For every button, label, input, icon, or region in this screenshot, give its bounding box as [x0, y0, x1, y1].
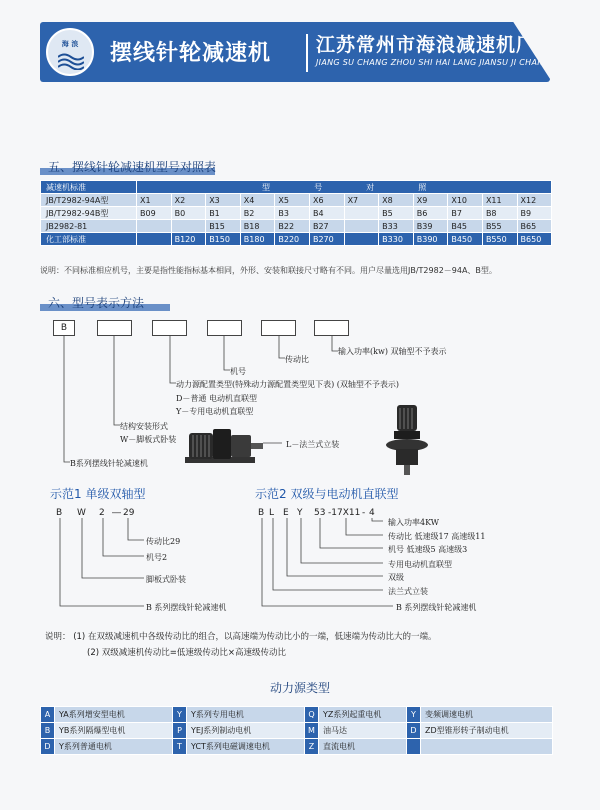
power-name-cell: YZ系列起重电机 [319, 707, 407, 723]
ex2-label-frame: 机号 低速级5 高速级3 [388, 545, 468, 554]
model-cell: B45 [448, 220, 483, 233]
section5-note: 说明：不同标准相应机号，主要是指性能指标基本相同，外形、安装和联接尺寸略有不同。用户尽量选用JB/T2982－94A、B型。 [40, 266, 497, 275]
power-name-cell [421, 739, 553, 755]
table-row [41, 723, 553, 739]
model-cell: X3 [206, 194, 241, 207]
power-code-cell: Q [305, 707, 319, 723]
model-cell: B33 [379, 220, 414, 233]
ex2-code-dash: - [362, 508, 366, 518]
ex2-label-motor: 专用电动机直联型 [388, 560, 452, 569]
model-cell: X8 [379, 194, 414, 207]
label-input-power: 输入功率(kw) 双轴型不予表示 [338, 347, 447, 356]
ex2-code-e: E [283, 508, 289, 518]
model-cell: B39 [413, 220, 448, 233]
model-cell: B5 [379, 207, 414, 220]
note-line-2: (2) 双级减速机传动比=低速级传动比×高速级传动比 [87, 648, 286, 658]
model-cell: B390 [413, 233, 448, 246]
model-cell: B15 [206, 220, 241, 233]
power-name-cell: 变频调速电机 [421, 707, 553, 723]
power-code-cell: P [173, 723, 187, 739]
label-mount-w: W－脚板式卧装 [120, 435, 177, 444]
section5-heading: 五、摆线针轮减速机型号对照表 [40, 158, 216, 175]
model-cell: B27 [309, 220, 344, 233]
model-cell: B120 [171, 233, 206, 246]
model-cell: X10 [448, 194, 483, 207]
model-cell: X12 [517, 194, 552, 207]
label-power-type: 动力源配置类型(特殊动力源配置类型见下表) (双轴型不予表示) [176, 380, 400, 389]
power-name-cell: ZD型锥形转子制动电机 [421, 723, 553, 739]
model-cell: B4 [309, 207, 344, 220]
section6-heading: 六、型号表示方法 [40, 294, 144, 311]
ex2-code-53: 53 [314, 508, 326, 518]
power-code-cell: Y [407, 707, 421, 723]
model-cell: B330 [379, 233, 414, 246]
model-cell: X4 [240, 194, 275, 207]
ex1-code-29: 29 [123, 508, 135, 518]
ex1-label-ratio: 传动比29 [146, 537, 181, 546]
model-cell: B9 [517, 207, 552, 220]
model-cell: X1 [137, 194, 172, 207]
power-code-cell [407, 739, 421, 755]
ex1-label-mount: 脚板式卧装 [146, 575, 186, 584]
ex2-code-ratio: -17X11 [328, 508, 361, 518]
label-mount: 结构安装形式 [120, 422, 168, 431]
ex2-code-y: Y [297, 508, 303, 518]
label-power-d: D－普通 电动机直联型 [176, 394, 257, 403]
power-code-cell: Z [305, 739, 319, 755]
model-cell: B150 [206, 233, 241, 246]
model-cell: B220 [275, 233, 310, 246]
ex2-label-flange: 法兰式立装 [388, 587, 428, 596]
power-name-cell: Y系列普通电机 [55, 739, 173, 755]
power-name-cell: YCT系列电磁调速电机 [187, 739, 305, 755]
model-cell: B650 [517, 233, 552, 246]
power-code-cell: T [173, 739, 187, 755]
power-name-cell: 直流电机 [319, 739, 407, 755]
ex1-code-b: B [56, 508, 63, 518]
power-code-cell: B [41, 723, 55, 739]
model-cell: X5 [275, 194, 310, 207]
table-row [41, 739, 553, 755]
model-cell: B7 [448, 207, 483, 220]
header-cell: 减速机标准 [41, 181, 137, 194]
ex2-label-power: 输入功率4KW [388, 518, 440, 527]
ex1-label-frame: 机号2 [146, 553, 168, 562]
power-code-cell: D [41, 739, 55, 755]
label-series: B系列摆线针轮减速机 [70, 459, 148, 468]
power-table-title: 动力源类型 [269, 681, 330, 695]
standard-cell: 化工部标准 [41, 233, 137, 246]
model-cell: B65 [517, 220, 552, 233]
label-ratio: 传动比 [285, 355, 309, 364]
model-cell: B8 [482, 207, 517, 220]
ex2-label-double: 双级 [388, 573, 404, 582]
power-source-table [40, 706, 553, 755]
model-cell: B0 [171, 207, 206, 220]
power-code-cell: Y [173, 707, 187, 723]
power-name-cell: YB系列隔爆型电机 [55, 723, 173, 739]
model-cell: X6 [309, 194, 344, 207]
model-cell: B550 [482, 233, 517, 246]
product-title: 摆线针轮减速机 [110, 41, 272, 66]
power-code-cell: A [41, 707, 55, 723]
ex2-label-ratio: 传动比 低速级17 高速级11 [388, 532, 486, 541]
horizontal-reducer-image [183, 423, 265, 467]
model-cell: B18 [240, 220, 275, 233]
model-cell: X2 [171, 194, 206, 207]
model-cell: B180 [240, 233, 275, 246]
standard-cell: JB2982-81 [41, 220, 137, 233]
code-box-series: B [53, 320, 75, 336]
header-spread-cell: 型 号 对 照 [137, 181, 552, 194]
ex2-code-b: B [258, 508, 265, 518]
model-cell: X7 [344, 194, 379, 207]
power-name-cell: 油马达 [319, 723, 407, 739]
ex2-code-l: L [269, 508, 275, 518]
table-row [41, 707, 553, 723]
ex2-code-4: 4 [369, 508, 375, 518]
model-cell: B22 [275, 220, 310, 233]
note-line-1: 说明： (1) 在双级减速机中各级传动比的组合，以高速端为传动比小的一端，低速端为传动比大的一端。 [45, 632, 437, 642]
model-cell: B55 [482, 220, 517, 233]
ex2-label-series: B 系列摆线针轮减速机 [396, 603, 477, 612]
example2-heading: 示范2 双级与电动机直联型 [255, 487, 399, 501]
power-code-cell: D [407, 723, 421, 739]
power-name-cell: YEJ系列制动电机 [187, 723, 305, 739]
ex1-code-w: W [77, 508, 86, 518]
company-name-en: JIANG SU CHANG ZHOU SHI HAI LANG JIANSU JI CHANG [316, 58, 551, 67]
ex1-code-2: 2 [99, 508, 105, 518]
label-power-y: Y－专用电动机直联型 [176, 407, 254, 416]
ex1-label-series: B 系列摆线针轮减速机 [146, 603, 227, 612]
model-cell: B1 [206, 207, 241, 220]
example1-heading: 示范1 单级双轴型 [50, 487, 146, 501]
model-cell: B450 [448, 233, 483, 246]
power-name-cell: Y系列专用电机 [187, 707, 305, 723]
model-cell: B3 [275, 207, 310, 220]
model-cell: B09 [137, 207, 172, 220]
power-name-cell: YA系列增安型电机 [55, 707, 173, 723]
vertical-reducer-image [384, 405, 430, 477]
logo-text: 海 浪 [61, 40, 79, 48]
standard-cell: JB/T2982-94B型 [41, 207, 137, 220]
standard-cell: JB/T2982-94A型 [41, 194, 137, 207]
label-frame: 机号 [230, 367, 246, 376]
model-cell: X11 [482, 194, 517, 207]
label-flange: L－法兰式立装 [286, 440, 340, 449]
company-name: 江苏常州市海浪减速机厂 [316, 34, 537, 56]
model-cell: X9 [413, 194, 448, 207]
model-cell: B2 [240, 207, 275, 220]
power-code-cell: M [305, 723, 319, 739]
ex1-code-dash: ― [112, 508, 121, 518]
model-cell: B6 [413, 207, 448, 220]
model-cell: B270 [309, 233, 344, 246]
